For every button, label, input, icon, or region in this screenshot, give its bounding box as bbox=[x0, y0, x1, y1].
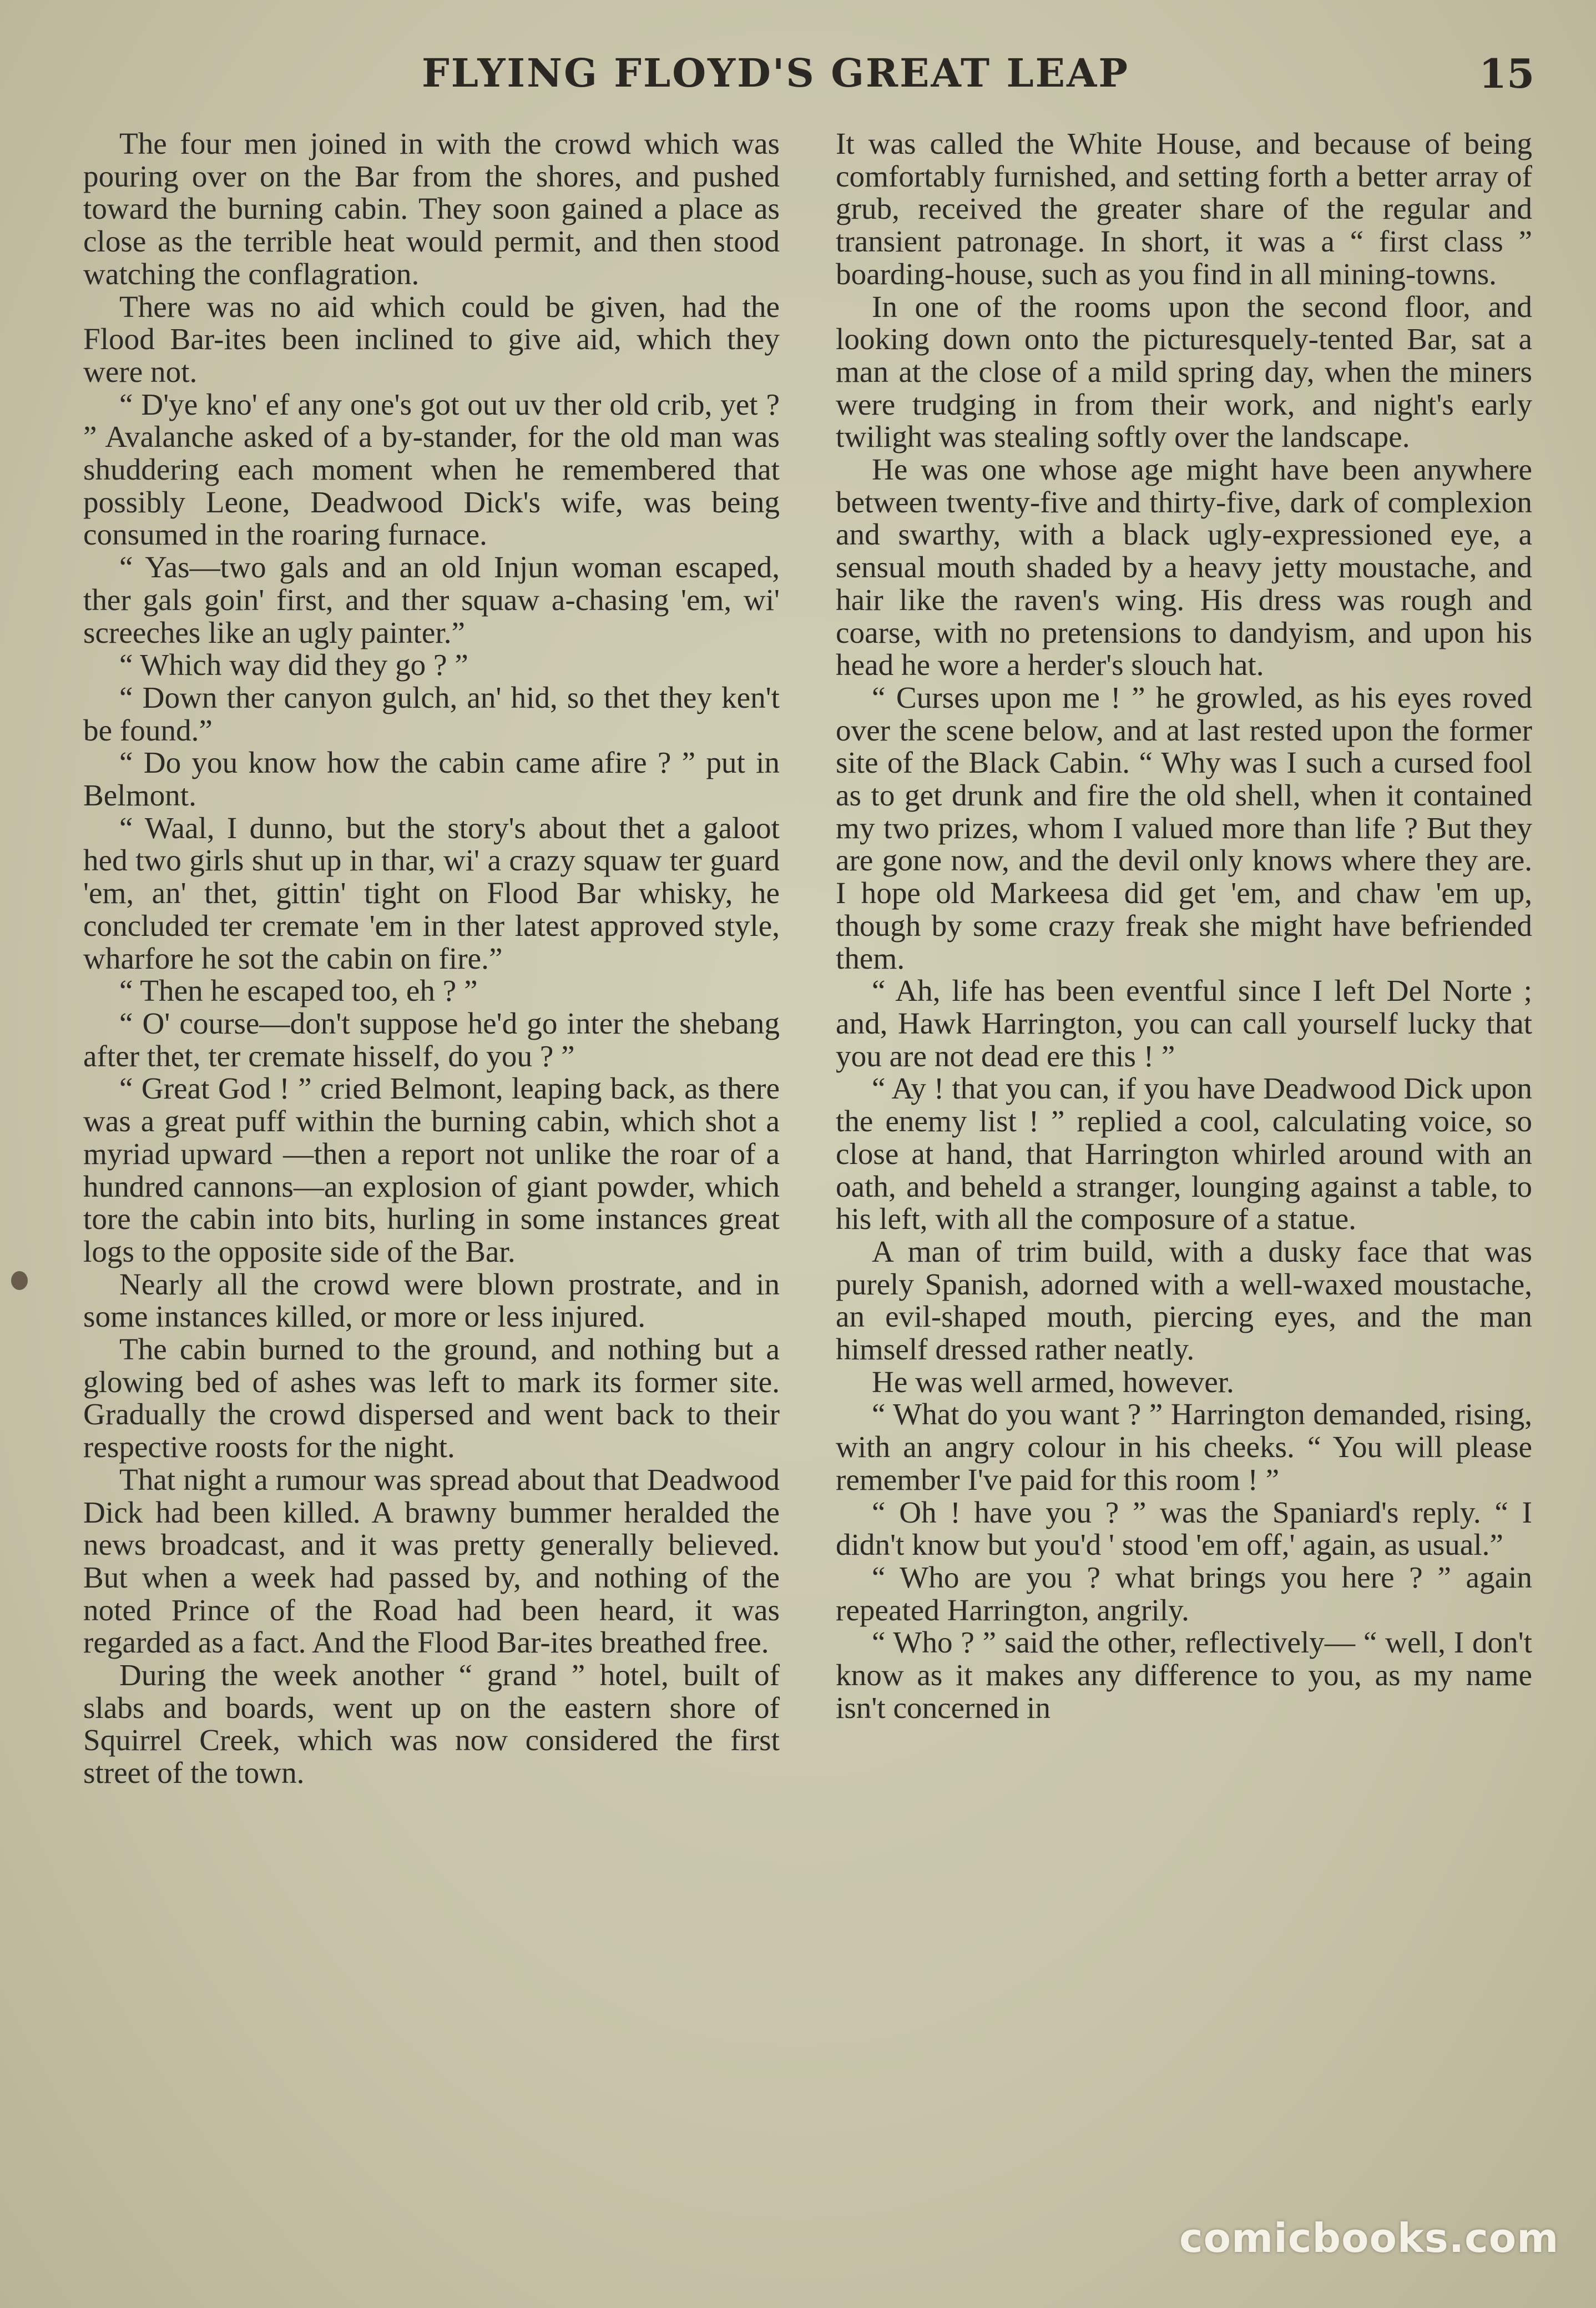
paragraph: “ Then he escaped too, eh ? ” bbox=[119, 974, 478, 1008]
paragraph: That night a rumour was spread about that Deadwood Dick had been killed. A brawny bummer heralded the news broadcast, and it was pretty generally believed. But when a week had passed by, and nothing of the noted Prince of the Road had been heard, it was regarded as a fact. And the Flood Bar-ites breathed free. bbox=[83, 1462, 780, 1660]
paragraph: “ Who are you ? what brings you here ? ” again repeated Harrington, angrily. bbox=[836, 1560, 1532, 1627]
page-header bbox=[0, 50, 1596, 105]
paragraph: “ Waal, I dunno, but the story's about thet a galoot hed two girls shut up in thar, wi' a crazy squaw ter guard 'em, an' thet, gittin' tight on Flood Bar whisky, he concluded ter cremate 'em in ther latest approved style, wharfore he sot the cabin on fire.” bbox=[83, 810, 780, 975]
paragraph: He was well armed, however. bbox=[872, 1364, 1234, 1399]
paragraph: In one of the rooms upon the second floor, and looking down onto the picturesquely-tented Bar, sat a man at the close of a mild spring day, when the miners were trudging in from their work, and night's early twilight was stealing softly over the landscape. bbox=[836, 289, 1532, 454]
paragraph: “ O' course—don't suppose he'd go inter the shebang after thet, ter cremate hisself, do you ? ” bbox=[83, 1006, 780, 1073]
paragraph: “ Yas—two gals and an old Injun woman escaped, ther gals goin' first, and ther squaw a-chasing 'em, wi' screeches like an ugly painter.” bbox=[83, 550, 780, 649]
paragraph: The four men joined in with the crowd which was pouring over on the Bar from the shores, and pushed toward the burning cabin. They soon gained a place as close as the terrible heat would permit, and then stood watching the conflagration. bbox=[83, 127, 780, 291]
paragraph: There was no aid which could be given, had the Flood Bar-ites been inclined to give aid, which they were not. bbox=[83, 289, 780, 389]
paragraph: Nearly all the crowd were blown prostrate, and in some instances killed, or more or less injured. bbox=[83, 1267, 780, 1334]
left-column bbox=[83, 128, 780, 1790]
page-number: 15 bbox=[1479, 50, 1535, 97]
paragraph: “ Great God ! ” cried Belmont, leaping back, as there was a great puff within the burning cabin, which shot a myriad upward —then a report not unlike the roar of a hundred cannons—an explosion of giant powder, which tore the cabin into bits, hurling in some instances great logs to the opposite side of the Bar. bbox=[83, 1071, 780, 1268]
paragraph: “ Curses upon me ! ” he growled, as his eyes roved over the scene below, and at last rested upon the former site of the Black Cabin. “ Why was I such a cursed fool as to get drunk and fire the old shell, when it contained my two prizes, whom I valued more than life ? But they are gone now, and the devil only knows where they are. I hope old Markeesa did get 'em, and chaw 'em up, though by some crazy freak she might have befriended them. bbox=[836, 680, 1532, 975]
paragraph: It was called the White House, and because of being comfortably furnished, and setting forth a better array of grub, received the greater share of the regular and transient patronage. In short, it was a “ first class ” boarding-house, such as you find in all mining-towns. bbox=[836, 127, 1532, 291]
paragraph: “ Which way did they go ? ” bbox=[119, 648, 468, 682]
paragraph: A man of trim build, with a dusky face that was purely Spanish, adorned with a well-waxed moustache, an evil-shaped mouth, piercing eyes, and the man himself dressed rather neatly. bbox=[836, 1234, 1532, 1367]
paragraph: “ Ah, life has been eventful since I left Del Norte ; and, Hawk Harrington, you can call yourself lucky that you are not dead ere this ! ” bbox=[836, 974, 1532, 1073]
paragraph: “ Down ther canyon gulch, an' hid, so thet they ken't be found.” bbox=[83, 680, 780, 747]
ink-stain bbox=[11, 1271, 28, 1290]
paragraph: During the week another “ grand ” hotel, built of slabs and boards, went up on the eastern shore of Squirrel Creek, which was now considered the first street of the town. bbox=[83, 1658, 780, 1790]
paragraph: The cabin burned to the ground, and nothing but a glowing bed of ashes was left to mark its former site. Gradually the crowd dispersed and went back to their respective roosts for the night. bbox=[83, 1332, 780, 1464]
paragraph: “ Ay ! that you can, if you have Deadwood Dick upon the enemy list ! ” replied a cool, calculating voice, so close at hand, that Harrington whirled around with an oath, and beheld a stranger, lounging against a table, to his left, with all the composure of a statue. bbox=[836, 1071, 1532, 1236]
running-title: FLYING FLOYD'S GREAT LEAP bbox=[422, 50, 1129, 96]
paragraph: He was one whose age might have been anywhere between twenty-five and thirty-five, dark of complexion and swarthy, with a black ugly-expressioned eye, a sensual mouth shaded by a heavy jetty moustache, and hair like the raven's wing. His dress was rough and coarse, with no pretensions to dandyism, and upon his head he wore a herder's slouch hat. bbox=[836, 452, 1532, 682]
paragraph: “ Oh ! have you ? ” was the Spaniard's reply. “ I didn't know but you'd ' stood 'em off,' again, as usual.” bbox=[836, 1495, 1532, 1562]
watermark: comicbooks.com bbox=[1179, 2215, 1559, 2261]
paragraph: “ Do you know how the cabin came afire ? ” put in Belmont. bbox=[83, 745, 780, 813]
paragraph: “ Who ? ” said the other, reflectively— “ well, I don't know as it makes any difference to you, as my name isn't concerned in bbox=[836, 1625, 1532, 1725]
paragraph: “ What do you want ? ” Harrington demanded, rising, with an angry colour in his cheeks. “ You will please remember I've paid for this room ! ” bbox=[836, 1397, 1532, 1496]
right-column bbox=[836, 128, 1532, 1724]
paragraph: “ D'ye kno' ef any one's got out uv ther old crib, yet ? ” Avalanche asked of a by-stander, for the old man was shuddering each moment when he remembered that possibly Leone, Deadwood Dick's wife, was being consumed in the roaring furnace. bbox=[83, 387, 780, 552]
